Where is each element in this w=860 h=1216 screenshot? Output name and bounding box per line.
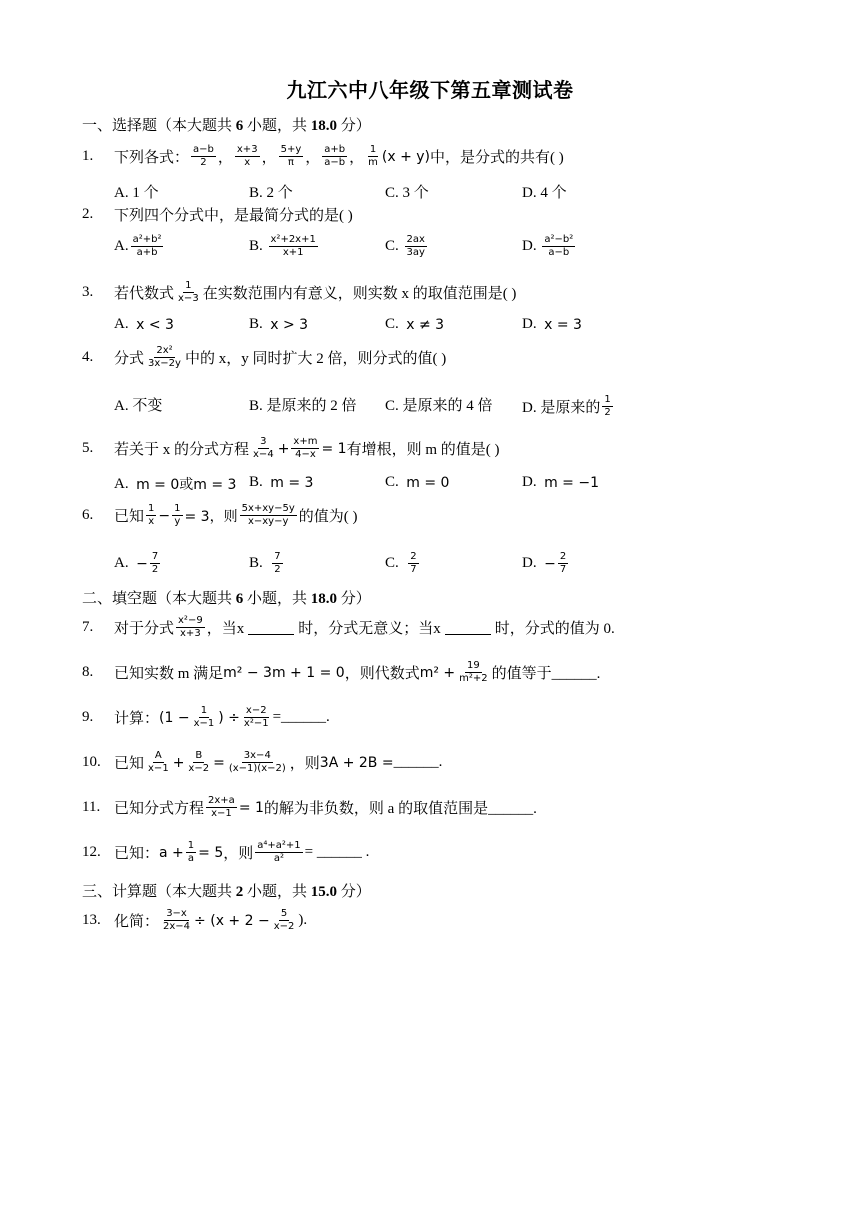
- question: 10. 已知 $\frac{A}{x-1}$ + $\frac{B}{x-2}$ = $\frac{3x-4}{(x-1)(x-2)}$ ，则 3A + 2B = ______.: [82, 750, 443, 774]
- section-heading: 三、计算题（本大题共 2 小题，共 15.0 分）: [82, 884, 371, 900]
- question: 2. 下列四个分式中，是最简分式的是( ): [82, 206, 353, 224]
- page-title: 九江六中八年级下第五章测试卷: [286, 80, 574, 102]
- question: 13. 化简： $\frac{3-x}{2x-4}$ ÷ (x + 2 − $\frac{5}{x-2}$ ).: [82, 908, 308, 932]
- option: C. 3 个: [385, 185, 429, 201]
- option: A. − $\frac{7}{2}$: [114, 551, 159, 575]
- option: D. − $\frac{2}{7}$: [522, 551, 567, 575]
- option: C. x ≠ 3: [385, 316, 445, 333]
- option: D. 是原来的 $\frac{1}{2}$: [522, 394, 611, 418]
- question: 12. 已知： a + $\frac{1}{a}$ = 5 ，则 $\frac{\text{a⁴+a²+1}}{\text{a²}}$ = ______ .: [82, 840, 370, 864]
- option: D. 4 个: [522, 185, 567, 201]
- question: 7. 对于分式 $\frac{\text{x²−9}}{x+3}$ ，当x 时，分式无意义；当x 时，分式的值为 0.: [82, 615, 615, 639]
- option: B. 2 个: [249, 185, 293, 201]
- option: B. $\frac{7}{2}$: [249, 551, 281, 575]
- option: A. 1 个: [114, 185, 159, 201]
- question: 6. 已知 $\frac{1}{x}$ − $\frac{1}{y}$ = 3，则 $\frac{5x+xy-5y}{x-xy-y}$ 的值为( ): [82, 503, 358, 527]
- answer-blank[interactable]: [445, 620, 491, 635]
- section-heading: 二、填空题（本大题共 6 小题，共 18.0 分）: [82, 591, 371, 607]
- option: C. $\frac{2ax}{3ay}$: [385, 234, 425, 258]
- option: D. x = 3: [522, 316, 582, 333]
- option: B. 是原来的 2 倍: [249, 398, 357, 414]
- option: C. m = 0: [385, 474, 450, 491]
- section-heading: 一、选择题（本大题共 6 小题，共 18.0 分）: [82, 118, 371, 134]
- option: A. 不变: [114, 398, 163, 414]
- option: A. $\frac{\text{a²+b²}}{a+b}$: [114, 234, 162, 258]
- question: 4. 分式 $\frac{\text{2x²}}{3x-2y}$ 中的 x，y 同时扩大 2 倍，则分式的值( ): [82, 345, 447, 369]
- option: D. $\frac{\text{a²−b²}}{a-b}$: [522, 234, 574, 258]
- option: C. $\frac{2}{7}$: [385, 551, 417, 575]
- option: B. m = 3: [249, 474, 314, 491]
- option: D. m = −1: [522, 474, 599, 491]
- answer-blank[interactable]: [248, 620, 294, 635]
- option: C. 是原来的 4 倍: [385, 398, 493, 414]
- question: 9. 计算： (1 − $\frac{1}{x-1}$ ) ÷ $\frac{x-2}{\text{x²−1}}$ =______.: [82, 705, 330, 729]
- question: 8. 已知实数 m 满足 m² − 3m + 1 = 0 ，则代数式 m² + $\frac{19}{\text{m²+2}}$ 的值等于______.: [82, 660, 601, 684]
- question: 11. 已知分式方程 $\frac{2x+a}{x-1}$ = 1 的解为非负数，则 a 的取值范围是______.: [82, 795, 537, 819]
- option: A. x < 3: [114, 316, 174, 333]
- question: 5. 若关于 x 的分式方程 $\frac{3}{x-4}$ + $\frac{x+m}{4-x}$ = 1 有增根，则 m 的值是( ): [82, 436, 500, 460]
- question: 1. 下列各式： $\frac{a-b}{2}$ ， $\frac{x+3}{x}$ ， $\frac{5+y}{\pi}$ ， $\frac{a+b}{a-b}$ ， $\frac{1}{m}$ (x + y) 中，是分式的共有( ): [82, 144, 564, 168]
- option: B. x > 3: [249, 316, 309, 333]
- option: B. $\frac{\text{x²+2x+1}}{x+1}$: [249, 234, 316, 258]
- option: A. m = 0或m = 3: [114, 475, 237, 493]
- question: 3. 若代数式 $\frac{1}{x-3}$ 在实数范围内有意义，则实数 x 的取值范围是( ): [82, 280, 517, 304]
